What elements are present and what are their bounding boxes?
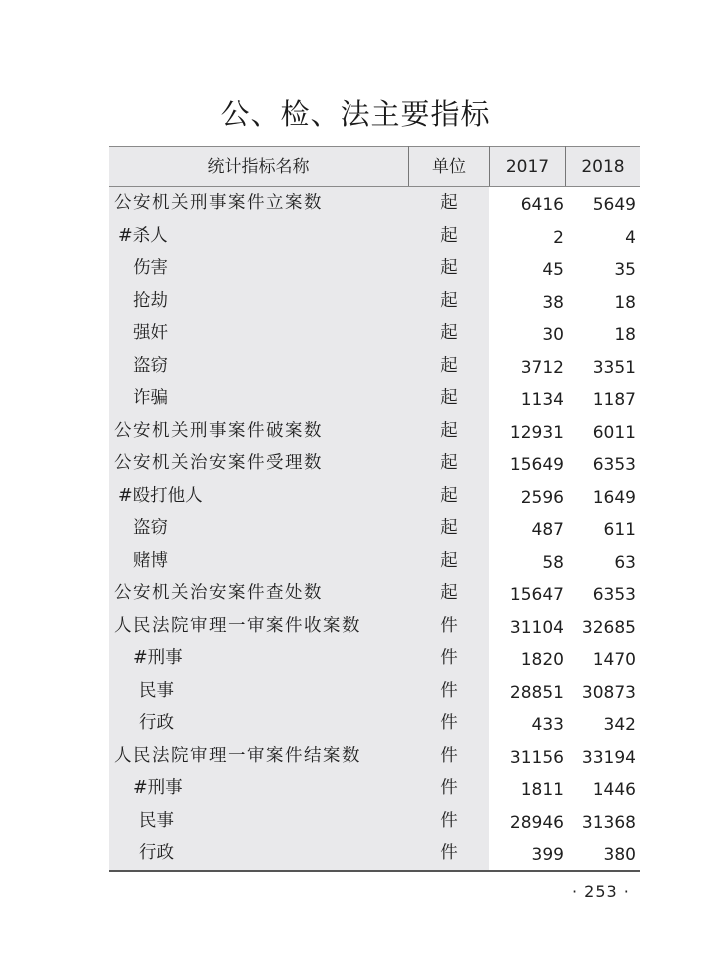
unit-cell: 件	[440, 615, 458, 636]
value-2017: 58	[542, 552, 564, 573]
unit-cell: 起	[440, 290, 458, 311]
table-row	[109, 610, 640, 643]
table-row	[109, 480, 640, 513]
indicator-name: 伤害	[133, 258, 168, 278]
unit-cell: 起	[440, 453, 458, 473]
unit-cell: 件	[440, 843, 458, 863]
value-2018: 33194	[581, 747, 636, 768]
value-2017: 12931	[509, 422, 564, 443]
value-2018: 30873	[581, 682, 636, 703]
indicator-name: 盗窃	[133, 355, 168, 376]
value-2018: 6353	[592, 455, 636, 475]
table-row	[109, 415, 640, 448]
indicator-name: #刑事	[133, 648, 183, 668]
value-2018: 1470	[592, 650, 636, 670]
indicator-name: 公安机关刑事案件立案数	[114, 193, 323, 213]
indicator-name: 公安机关治安案件受理数	[114, 453, 323, 473]
value-2017: 399	[531, 845, 564, 865]
value-2018: 5649	[592, 195, 636, 215]
page-title: 公、检、法主要指标	[220, 97, 491, 131]
value-2017: 2596	[520, 487, 564, 508]
value-2018: 31368	[581, 812, 636, 833]
indicator-name: #殴打他人	[118, 485, 203, 506]
table-row	[109, 805, 640, 838]
unit-cell: 件	[440, 713, 458, 733]
table-row	[109, 740, 640, 773]
unit-cell: 起	[440, 193, 458, 213]
unit-cell: 起	[440, 550, 458, 571]
table-row	[109, 285, 640, 318]
value-2018: 611	[603, 520, 636, 540]
indicator-name: 行政	[139, 713, 174, 733]
value-2017: 31156	[509, 747, 564, 768]
unit-cell: 起	[440, 225, 458, 246]
header-unit: 单位	[432, 157, 466, 177]
table-row	[109, 577, 640, 610]
indicator-name: 公安机关治安案件查处数	[114, 583, 323, 603]
value-2017: 6416	[520, 195, 564, 215]
statistics-table	[109, 146, 640, 871]
value-2018: 6011	[592, 422, 636, 443]
value-2018: 18	[614, 325, 636, 345]
value-2017: 15647	[509, 585, 564, 605]
value-2018: 3351	[592, 357, 636, 378]
value-2017: 28851	[509, 682, 564, 703]
table-row	[109, 772, 640, 805]
unit-cell: 起	[440, 420, 458, 441]
value-2017: 38	[542, 292, 564, 313]
indicator-name: 强奸	[133, 323, 168, 343]
value-2018: 35	[614, 260, 636, 280]
value-2018: 4	[625, 227, 636, 248]
indicator-name: 人民法院审理一审案件收案数	[114, 615, 361, 636]
unit-cell: 起	[440, 518, 458, 538]
value-2017: 1820	[520, 650, 564, 670]
table-row	[109, 707, 640, 740]
unit-cell: 件	[440, 778, 458, 798]
indicator-name: 抢劫	[133, 290, 168, 311]
unit-cell: 起	[440, 258, 458, 278]
unit-cell: 起	[440, 388, 458, 408]
value-2018: 63	[614, 552, 636, 573]
value-2018: 1446	[592, 780, 636, 800]
indicator-name: 民事	[139, 680, 174, 701]
indicator-name: 人民法院审理一审案件结案数	[114, 745, 361, 766]
unit-cell: 起	[440, 583, 458, 603]
header-year-2018: 2018	[581, 157, 625, 177]
value-2017: 3712	[520, 357, 564, 378]
indicator-name: 民事	[139, 810, 174, 831]
table-row	[109, 350, 640, 383]
table-row	[109, 382, 640, 415]
value-2017: 15649	[509, 455, 564, 475]
indicator-name: #刑事	[133, 778, 183, 798]
value-2017: 433	[531, 715, 564, 735]
indicator-name: 赌博	[133, 550, 168, 571]
value-2017: 30	[542, 325, 564, 345]
table-row	[109, 545, 640, 578]
table-row	[109, 512, 640, 545]
value-2018: 380	[603, 845, 636, 865]
table-bottom-rule	[109, 870, 640, 872]
unit-cell: 件	[440, 680, 458, 701]
indicator-name: 盗窃	[133, 518, 168, 538]
table-row	[109, 317, 640, 350]
indicator-name: 公安机关刑事案件破案数	[114, 420, 323, 441]
unit-cell: 件	[440, 810, 458, 831]
value-2018: 18	[614, 292, 636, 313]
value-2017: 2	[553, 227, 564, 248]
table-row	[109, 187, 640, 220]
table-row	[109, 642, 640, 675]
value-2017: 487	[531, 520, 564, 540]
value-2017: 1811	[520, 780, 564, 800]
unit-cell: 起	[440, 485, 458, 506]
value-2017: 1134	[520, 390, 564, 410]
indicator-name: 行政	[139, 843, 174, 863]
page-number: · 253 ·	[572, 882, 630, 901]
unit-cell: 起	[440, 323, 458, 343]
value-2018: 32685	[581, 617, 636, 638]
value-2017: 28946	[509, 812, 564, 833]
value-2017: 31104	[509, 617, 564, 638]
indicator-name: 诈骗	[133, 388, 168, 408]
value-2018: 6353	[592, 585, 636, 605]
unit-cell: 件	[440, 745, 458, 766]
value-2017: 45	[542, 260, 564, 280]
header-year-2017: 2017	[505, 157, 550, 177]
table-row	[109, 675, 640, 708]
unit-cell: 件	[440, 648, 458, 668]
table-body	[109, 187, 640, 870]
table-row	[109, 837, 640, 870]
table-row	[109, 447, 640, 480]
header-indicator-name: 统计指标名称	[207, 157, 310, 177]
value-2018: 1649	[592, 487, 636, 508]
value-2018: 342	[603, 715, 636, 735]
table-row	[109, 252, 640, 285]
value-2018: 1187	[592, 390, 636, 410]
unit-cell: 起	[440, 355, 458, 376]
table-row	[109, 220, 640, 253]
indicator-name: #杀人	[118, 225, 168, 246]
